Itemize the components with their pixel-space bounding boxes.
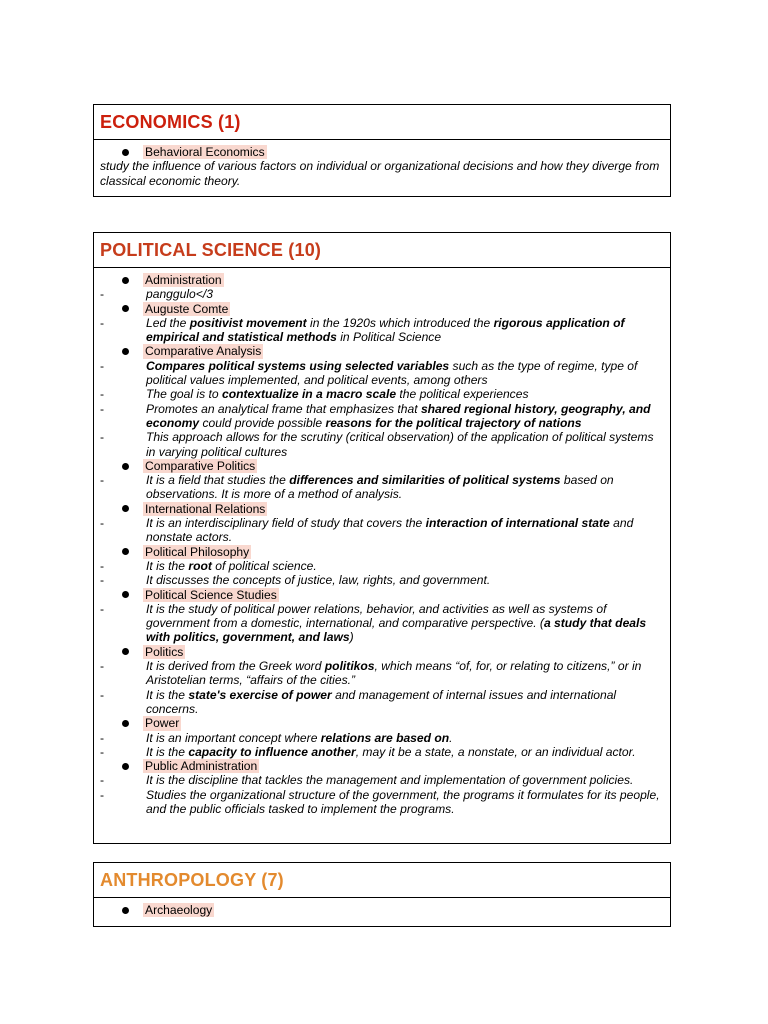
note-item: - It is derived from the Greek word politikos, which means “of, for, or relating to citizens,” or in Aristotelian terms, “affairs of the cities.” <box>100 659 642 688</box>
note-item: - The goal is to contextualize in a macro scale the political experiences <box>100 387 529 402</box>
topic-public-administration <box>100 759 664 773</box>
topic-auguste-comte <box>100 302 664 316</box>
note-item: - Led the positivist movement in the 1920s which introduced the rigorous application of empirical and statistical methods in Political Science <box>100 315 625 345</box>
bullet-icon <box>122 648 129 655</box>
political-science-title: POLITICAL SCIENCE (10) <box>100 239 322 260</box>
topic-label: Auguste Comte <box>145 301 229 316</box>
note-item: - It is the study of political power relations, behavior, and activities as well as systems of government from a domestic, international, and comparative perspective. (a study that deals with politics, government, and laws) <box>100 601 647 645</box>
note-item: - This approach allows for the scrutiny (critical observation) of the application of political systems in varying political cultures <box>100 430 654 459</box>
bullet-icon <box>122 348 129 355</box>
bullet-icon <box>122 277 129 284</box>
topic-label: Public Administration <box>145 759 258 774</box>
bullet-icon <box>122 305 129 312</box>
topic-comparative-politics <box>100 459 664 473</box>
economics-body <box>94 140 670 192</box>
anthropology-section <box>93 862 671 927</box>
bullet-icon <box>122 907 129 914</box>
note-item: - panggulo</3 <box>100 287 213 302</box>
bullet-icon <box>122 463 129 470</box>
topic-behavioral-economics <box>100 145 664 159</box>
topic-label: Archaeology <box>145 903 213 917</box>
topic-label: International Relations <box>145 501 266 516</box>
topic-comparative-analysis <box>100 344 664 358</box>
topic-label: Administration <box>145 273 222 287</box>
topic-label: Comparative Politics <box>145 458 256 473</box>
topic-administration <box>100 273 664 287</box>
note-item: - It discusses the concepts of justice, law, rights, and government. <box>100 573 491 588</box>
topic-label: Political Philosophy <box>145 544 250 559</box>
topic-politics <box>100 645 664 659</box>
topic-political-science-studies <box>100 588 664 602</box>
anthropology-title: ANTHROPOLOGY (7) <box>100 869 284 890</box>
topic-label: Power <box>145 716 180 731</box>
political-science-header <box>94 233 670 268</box>
bullet-icon <box>122 548 129 555</box>
topic-political-philosophy <box>100 545 664 559</box>
anthropology-header <box>94 863 670 898</box>
economics-title: ECONOMICS (1) <box>100 111 241 132</box>
note-item: - It is the state's exercise of power and management of internal issues and international concerns. <box>100 687 617 716</box>
note-item: - Compares political systems using selected variables such as the type of regime, type of political values implemented, and political events, among others <box>100 358 638 388</box>
note-item: - It is the capacity to influence another, may it be a state, a nonstate, or an individual actor. <box>100 744 636 759</box>
note-item: - It is a field that studies the differences and similarities of political systems based on observations. It is more of a method of analysis. <box>100 473 614 502</box>
topic-label: Comparative Analysis <box>145 344 262 359</box>
economics-description: study the influence of various factors on individual or organizational decisions and how they diverge from classical economic theory. <box>100 159 660 188</box>
bullet-icon <box>122 149 129 156</box>
economics-header <box>94 105 670 140</box>
note-item: - Promotes an analytical frame that emphasizes that shared regional history, geography, and economy could provide possible reasons for the political trajectory of nations <box>100 401 651 430</box>
topic-power <box>100 716 664 730</box>
note-item: - Studies the organizational structure of the government, the programs it formulates for its people, and the public officials tasked to implement the programs. <box>100 787 660 816</box>
economics-section <box>93 104 671 197</box>
bullet-icon <box>122 591 129 598</box>
bullet-icon <box>122 505 129 512</box>
topic-international-relations <box>100 502 664 516</box>
note-item: - It is the discipline that tackles the management and implementation of government policies. <box>100 773 634 788</box>
note-item: - It is an interdisciplinary field of study that covers the interaction of international state and nonstate actors. <box>100 516 634 545</box>
note-item: - It is an important concept where relations are based on. <box>100 730 453 745</box>
anthropology-body <box>94 898 670 921</box>
topic-label: Politics <box>145 644 184 659</box>
bullet-icon <box>122 720 129 727</box>
topic-label: Political Science Studies <box>145 587 277 602</box>
bullet-icon <box>122 763 129 770</box>
political-science-section <box>93 232 671 844</box>
topic-label: Behavioral Economics <box>145 145 265 159</box>
topic-archaeology <box>100 903 664 917</box>
note-item: - It is the root of political science. <box>100 558 317 573</box>
political-science-body <box>94 268 670 820</box>
